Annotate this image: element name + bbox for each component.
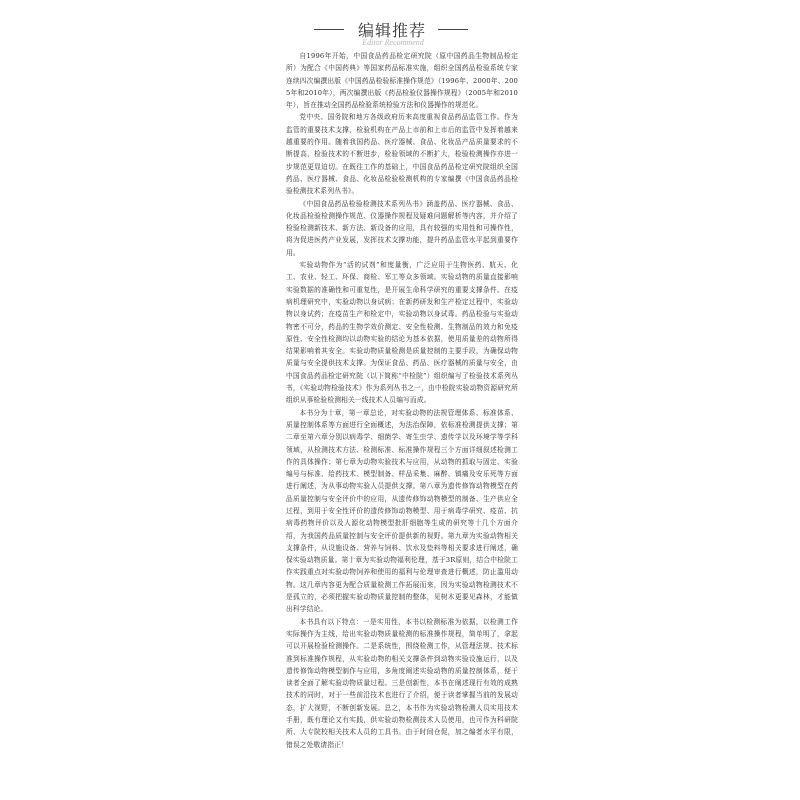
section-heading	[286, 14, 518, 50]
paragraph-1: 自1996年开始，中国食品药品检定研究院（原中国药品生物制品检定所）为配合《中国药典》等国家药品标准实施，组织全国药品检验系统专家连续四次编撰出版《中国药品检验标准操作规范》（1996年、2000年、2005年和2010年），两次编撰出版《药品检验仪器操作规程》（2005年和2010年），旨在推动全国药品检验系统检验方法和仪器操作的规范化。	[286, 52, 518, 110]
paragraph-4: 实验动物作为“活的试剂”和度量衡，广泛应用于生物医药、航天、化工、农业、轻工、环保、商检、军工等众多领域。实验动物的质量直接影响实验数据的准确性和可重复性，是开展生命科学研究的重要支撑条件。在疫病机理研究中，实验动物以身试病；在新药研发和生产检定过程中，实验动物以身试药；在疫苗生产和检定中，实验动物以身试毒。药品检验与实验动物密不可分，药品的生物学效价测定、安全性检测、生物制品的效力和免疫原性、安全性检测均以动物实验的结论为基本依据，使用质量差的动物所得结果影响着其安全。实验动物质量检测是质量控制的主要手段，为确保动物质量与安全提供技术支撑。为保证食品、药品、医疗器械的质量与安全，由中国食品药品检定研究院（以下简称“中检院”）组织编写了检验技术系列丛书，《实验动物检验技术》作为系列丛书之一，由中检院实验动物资源研究所组织从事检验检测相关一线技术人员编写而成。	[286, 261, 518, 405]
section-subtitle: Editor Recommend	[362, 38, 424, 47]
paragraph-3: 《中国食品药品检验检测技术系列丛书》涵盖药品、医疗器械、食品、化妆品检验检测操作规范、仪器操作规程及疑难问题解析等内容，并介绍了检验检测新技术、新方法、新设备的应用，具有较强的实用性和可操作性，将为促进医药产业发展，发挥技术支撑功能，提升药品监管水平起到重要作用。	[286, 199, 518, 257]
section-title: 编辑推荐	[357, 21, 426, 40]
paragraph-6: 本书具有以下特点：一是实用性，本书以检测标准为依据，以检测工作实际操作为主线，给出实验动物质量检测的标准操作规程，简单明了，拿起可以开展检验检测操作。二是系统性，围绕检测工作，从管理法规、技术标准到标准操作规程，从实验动物的相关支撑条件到动物实验设施运行，以及遗传修饰动物模型制作与应用，多角度阐述实验动物的质量控制体系，便于读者全面了解实验动物质量过程。三是创新性，本书在阐述现行有效的成熟技术的同时，对于一些前沿技术也进行了介绍，便于读者掌握当前的发展动态，扩大视野，不断创新发展。总之，本书作为实验动物检测人员实用技术手册，既有理论又有实践，供实验动物检测技术人员使用，也可作为科研院所、大专院校相关技术人员的工具书。由于时间仓促，加之编者水平有限，错误之处敬请指正！	[286, 617, 518, 749]
paragraph-2: 党中央、国务院和地方各级政府历来高度重视食品药品监管工作。作为监管的重要技术支撑，检验机构在产品上市前和上市后的监管中发挥着越来越重要的作用。随着我国药品、医疗器械、食品、化妆品产品质量要求的不断提高，检验技术的不断进步，检验领域的不断扩大，检验检测操作亦进一步规范更显迫切。在既往工作的基础上，中国食品药品检定研究院组织全国药品、医疗器械、食品、化妆品检验检测机构的专家编撰《中国食品药品检验检测技术系列丛书》。	[286, 113, 518, 196]
heading-rule-left	[314, 29, 344, 30]
paragraph-5: 本书分为十章，第一章总论，对实验动物的法规管理体系、标准体系、质量控制体系等方面进行全面概述，为法治保障，依标准检测提供支撑；第二章至第六章分别以病毒学、细菌学、寄生虫学、遗传学以及环境学等学科领域，从检测技术方法、检测标准、标准操作规程三个方面详细叙述检测工作的具体操作；第七章为动物实验技术与应用，从动物的抓取与固定、实验编号与标准、给药技术、模型制备、样品采集、麻醉、镇痛及安乐死等方面进行阐述，为从事动物实验人员提供支撑。第八章为遗传修饰动物模型在药品质量控制与安全评价中的应用，从遗传修饰动物模型的制备、生产供应全过程，到用于安全性评价的遗传修饰动物模型、用于病毒学研究、疫苗、抗病毒药物评价以及人源化动物模型批肝细胞等生成的研究等十几个方面介绍，为我国药品质量控制与安全评价提供新的视野。第九章为实验动物相关支撑条件，从设施设备、营养与饲料、饮水及垫料等相关要求进行阐述，确保实验动物质量。第十章为实验动物福利伦理，基于3R原则，结合中检院工作实践重点对实验动物饲养和使用的福利与伦理审查进行概述，防止滥用动物。这几章内容更为配合质量检测工作拓展而来，因为实验动物检测技术不是孤立的，必须把握实验动物质量控制的整体，见树木更要见森林，才能做出科学结论。	[286, 408, 518, 614]
heading-rule-right	[438, 29, 468, 30]
editor-recommend-page	[286, 14, 518, 749]
body-text	[286, 50, 518, 751]
